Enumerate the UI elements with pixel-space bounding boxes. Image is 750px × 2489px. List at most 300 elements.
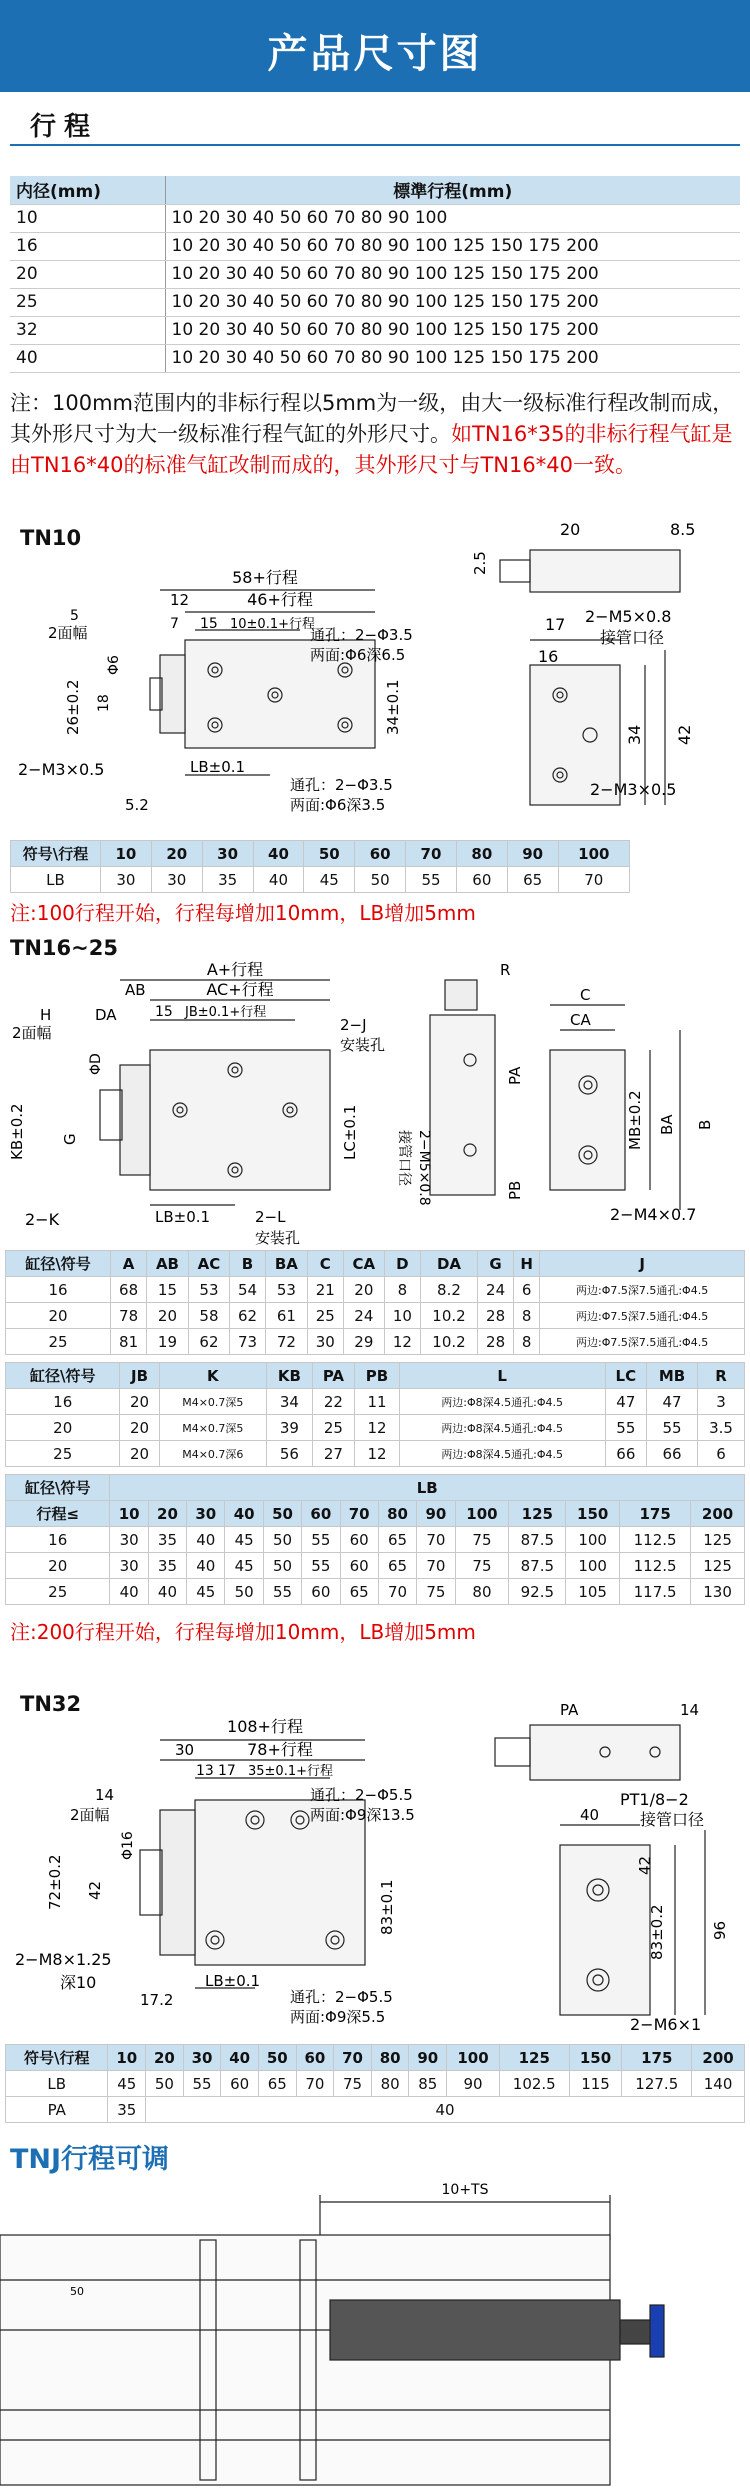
- table-cell: 8: [384, 1277, 420, 1303]
- dim-label: 46+行程: [247, 590, 313, 609]
- table-header-cell: 10: [110, 1501, 148, 1527]
- table-cell: 75: [417, 1579, 455, 1605]
- table-header-cell: AB: [147, 1251, 189, 1277]
- table-cell: 65: [340, 1579, 378, 1605]
- dim-label: 83±0.2: [648, 1904, 666, 1960]
- table-cell: 39: [267, 1415, 313, 1441]
- table-cell: M4×0.7深5: [159, 1415, 267, 1441]
- table-header-row: [6, 1251, 745, 1277]
- table-row: [6, 1303, 745, 1329]
- table-cell: 25: [307, 1303, 343, 1329]
- table-cell: 53: [265, 1277, 307, 1303]
- table-cell: 73: [230, 1329, 266, 1355]
- tn16-note: 注:200行程开始，行程每增加10mm，LB增加5mm: [10, 1620, 476, 1644]
- stroke-section-title: 行程: [30, 112, 99, 142]
- dim-label: 安装孔: [340, 1036, 386, 1054]
- dim-label: 58+行程: [232, 568, 298, 587]
- table-cell: 55: [302, 1553, 340, 1579]
- dim-label: JB±0.1+行程: [185, 1005, 267, 1020]
- table-cell: 87.5: [509, 1527, 566, 1553]
- table-cell: 两边:Φ8深4.5通孔:Φ4.5: [399, 1389, 605, 1415]
- dim-label: 10±0.1+行程: [230, 617, 316, 632]
- table-cell: 25: [312, 1415, 355, 1441]
- table-cell: 20: [343, 1277, 384, 1303]
- table-row: [6, 1553, 745, 1579]
- table-header-cell: 70: [334, 2045, 372, 2071]
- dim-label: H: [40, 1006, 52, 1024]
- table-cell: 72: [265, 1329, 307, 1355]
- table-row: [6, 2097, 745, 2123]
- table-cell: 50: [263, 1527, 301, 1553]
- table-cell: 29: [343, 1329, 384, 1355]
- dim-label: PB: [506, 1180, 524, 1200]
- table-cell: PA: [6, 2097, 108, 2123]
- table-cell: 58: [188, 1303, 229, 1329]
- table-header-cell: 200: [692, 2045, 745, 2071]
- table-header-cell: 150: [566, 1501, 620, 1527]
- dim-label: 接管口径: [640, 1810, 705, 1829]
- table-cell: 45: [108, 2071, 146, 2097]
- dim-label: 2面幅: [70, 1806, 110, 1824]
- note-text-red: 如TN16*35的非标行程气缸是由TN16*40的标准气缸改制而成的，其外形尺寸与TN16*40一致。: [10, 422, 733, 477]
- dim-label: 两面:Φ9深13.5: [310, 1806, 415, 1824]
- table-header-cell: LB: [110, 1475, 745, 1501]
- dim-label: 2−M5×0.8: [416, 1130, 432, 1206]
- dim-label: 14: [95, 1786, 115, 1804]
- table-cell: 60: [340, 1553, 378, 1579]
- table-row: [10, 316, 740, 344]
- table-cell: 47: [647, 1389, 698, 1415]
- dim-label: BA: [658, 1114, 676, 1135]
- dim-label: 接管口径: [600, 628, 665, 647]
- table-cell: M4×0.7深6: [159, 1441, 267, 1467]
- dim-label: 2−K: [25, 1210, 60, 1229]
- table-cell: 20: [120, 1389, 159, 1415]
- dim-label: 83±0.1: [378, 1879, 396, 1935]
- dim-label: 2−M3×0.5: [590, 780, 677, 799]
- table-cell: 70: [417, 1527, 455, 1553]
- table-header-cell: 50: [263, 1501, 301, 1527]
- tnj-title: TNJ行程可调: [10, 2144, 170, 2175]
- table-cell: 35: [148, 1527, 186, 1553]
- table-cell: 70: [558, 867, 629, 893]
- table-header-cell: 30: [187, 1501, 225, 1527]
- table-cell: 100: [566, 1527, 620, 1553]
- table-header-cell: 標準行程(mm): [165, 176, 740, 204]
- table-cell: 6: [698, 1441, 745, 1467]
- table-cell: 105: [566, 1579, 620, 1605]
- table-cell: 20: [6, 1415, 120, 1441]
- table-row: [6, 1527, 745, 1553]
- table-header-cell: 80: [371, 2045, 409, 2071]
- dim-label: CA: [570, 1011, 591, 1029]
- dim-label: B: [696, 1119, 714, 1130]
- table-row: [6, 1579, 745, 1605]
- table-cell: 54: [230, 1277, 266, 1303]
- table-header-cell: LC: [605, 1363, 647, 1389]
- table-cell: 16: [10, 232, 165, 260]
- table-cell: 62: [188, 1329, 229, 1355]
- table-cell: 6: [514, 1277, 540, 1303]
- dim-label: 34: [625, 724, 644, 745]
- dim-label: 深10: [60, 1973, 97, 1992]
- table-cell: 40: [253, 867, 304, 893]
- table-cell: 10.2: [420, 1303, 477, 1329]
- table-cell: 28: [478, 1329, 514, 1355]
- table-header-cell: 40: [225, 1501, 263, 1527]
- table-cell: LB: [6, 2071, 108, 2097]
- table-cell: 66: [605, 1441, 647, 1467]
- table-cell: 两边:Φ7.5深7.5通孔:Φ4.5: [540, 1277, 745, 1303]
- table-cell: 12: [355, 1441, 400, 1467]
- table-cell: 60: [302, 1579, 340, 1605]
- table-cell: 16: [6, 1277, 111, 1303]
- table-cell: 20: [6, 1553, 110, 1579]
- dim-label: 96: [711, 1920, 729, 1940]
- dim-label: C: [580, 986, 591, 1004]
- table-row: [11, 867, 630, 893]
- table-header-cell: 30: [202, 841, 253, 867]
- table-row: [6, 1277, 745, 1303]
- table-cell: 60: [456, 867, 507, 893]
- table-cell: 75: [334, 2071, 372, 2097]
- table-cell: LB: [11, 867, 101, 893]
- dim-label: AB: [125, 981, 146, 999]
- page-header: [0, 0, 750, 92]
- table-cell: 15: [147, 1277, 189, 1303]
- table-header-cell: 行程≤: [6, 1501, 110, 1527]
- dim-label: G: [61, 1133, 79, 1145]
- table-header-cell: 40: [253, 841, 304, 867]
- table-header-cell: C: [307, 1251, 343, 1277]
- table-header-cell: 30: [183, 2045, 221, 2071]
- table-cell: 75: [455, 1527, 509, 1553]
- dim-label: AC+行程: [206, 980, 274, 999]
- table-cell: 10: [10, 204, 165, 232]
- dim-label: R: [500, 961, 511, 979]
- dim-label: 接管口径: [396, 1130, 412, 1186]
- table-cell: 45: [304, 867, 355, 893]
- table-header-cell: 100: [455, 1501, 509, 1527]
- table-cell: 8.2: [420, 1277, 477, 1303]
- dim-label: LB±0.1: [190, 758, 246, 776]
- table-cell: 61: [265, 1303, 307, 1329]
- table-cell: 24: [343, 1303, 384, 1329]
- table-cell: 35: [148, 1553, 186, 1579]
- table-cell: 40: [148, 1579, 186, 1605]
- table-cell: 87.5: [509, 1553, 566, 1579]
- table-cell: 20: [120, 1415, 159, 1441]
- table-header-cell: 10: [108, 2045, 146, 2071]
- table-cell: 两边:Φ7.5深7.5通孔:Φ4.5: [540, 1329, 745, 1355]
- table-cell: 25: [10, 288, 165, 316]
- dim-label: 17: [545, 615, 566, 634]
- dim-label: 2−M6×1: [630, 2015, 702, 2034]
- tn10-drawing: [0, 490, 750, 830]
- table-cell: 3: [698, 1389, 745, 1415]
- table-header-cell: 60: [355, 841, 406, 867]
- table-cell: 81: [111, 1329, 147, 1355]
- table-cell: 两边:Φ7.5深7.5通孔:Φ4.5: [540, 1303, 745, 1329]
- table-cell: 10: [384, 1303, 420, 1329]
- dim-label: 两面:Φ6深3.5: [290, 796, 386, 814]
- tnj-drawing: [0, 2180, 750, 2489]
- dim-label: 17.2: [140, 1991, 174, 2009]
- dim-label: 72±0.2: [46, 1854, 64, 1910]
- table-header-cell: 100: [447, 2045, 500, 2071]
- table-row: [10, 344, 740, 372]
- table-header-row: [6, 2045, 745, 2071]
- table-cell: 92.5: [509, 1579, 566, 1605]
- table-cell: 78: [111, 1303, 147, 1329]
- table-cell: 32: [10, 316, 165, 344]
- dim-label: 78+行程: [247, 1740, 313, 1759]
- table-cell: 50: [146, 2071, 184, 2097]
- table-cell: 55: [302, 1527, 340, 1553]
- dim-label: LB±0.1: [155, 1208, 211, 1226]
- table-header-cell: A: [111, 1251, 147, 1277]
- dim-label: 两面:Φ9深5.5: [290, 2008, 386, 2026]
- dim-label: 2−M4×0.7: [610, 1205, 697, 1224]
- dim-label: 安装孔: [255, 1229, 301, 1247]
- dim-label: 16: [538, 647, 559, 666]
- table-cell: 30: [110, 1553, 148, 1579]
- table-header-cell: 175: [620, 1501, 691, 1527]
- dim-label: 30: [175, 1741, 195, 1759]
- table-cell: 27: [312, 1441, 355, 1467]
- table-header-cell: 40: [221, 2045, 259, 2071]
- table-header-cell: 125: [509, 1501, 566, 1527]
- table-cell: 19: [147, 1329, 189, 1355]
- dim-label: A+行程: [206, 960, 264, 979]
- dim-label: 7: [170, 616, 179, 632]
- table-row: [10, 232, 740, 260]
- table-cell: 30: [101, 867, 152, 893]
- dim-label: 17: [218, 1763, 236, 1779]
- table-cell: 40: [110, 1579, 148, 1605]
- table-cell: 125: [691, 1527, 745, 1553]
- table-cell: 25: [6, 1441, 120, 1467]
- table-cell: 125: [691, 1553, 745, 1579]
- table-row: [10, 288, 740, 316]
- table-cell: 65: [378, 1553, 416, 1579]
- tn16-table2: [5, 1362, 745, 1467]
- table-header-cell: 150: [569, 2045, 622, 2071]
- table-cell: 12: [355, 1415, 400, 1441]
- table-header-cell: 20: [146, 2045, 184, 2071]
- table-cell: 21: [307, 1277, 343, 1303]
- table-cell: 12: [384, 1329, 420, 1355]
- table-header-cell: L: [399, 1363, 605, 1389]
- table-header-cell: 90: [417, 1501, 455, 1527]
- table-cell: 20: [147, 1303, 189, 1329]
- dim-label: 34±0.1: [384, 679, 402, 735]
- table-cell: 25: [6, 1329, 111, 1355]
- dim-label: Φ16: [120, 1831, 136, 1860]
- table-cell: 30: [307, 1329, 343, 1355]
- table-cell: 55: [263, 1579, 301, 1605]
- dim-label: PT1/8−2: [620, 1790, 689, 1809]
- dim-label: 15: [200, 616, 218, 632]
- dim-label: 通孔：2−Φ3.5: [310, 626, 413, 644]
- stroke-note: [10, 388, 740, 481]
- dim-label: KB±0.2: [8, 1103, 26, 1160]
- table-cell: 115: [569, 2071, 622, 2097]
- divider: [10, 144, 740, 146]
- table-header-cell: DA: [420, 1251, 477, 1277]
- table-header-cell: G: [478, 1251, 514, 1277]
- table-header-cell: 20: [148, 1501, 186, 1527]
- table-cell: 16: [6, 1527, 110, 1553]
- table-cell: 80: [371, 2071, 409, 2097]
- table-cell: 45: [225, 1527, 263, 1553]
- tn16-table1: [5, 1250, 745, 1355]
- table-cell: 40: [146, 2097, 745, 2123]
- table-cell: 80: [455, 1579, 509, 1605]
- table-cell: 50: [225, 1579, 263, 1605]
- table-header-cell: 缸径\符号: [6, 1251, 111, 1277]
- table-cell: 8: [514, 1329, 540, 1355]
- table-header-cell: 60: [302, 1501, 340, 1527]
- table-row: [6, 2071, 745, 2097]
- table-header-cell: 10: [101, 841, 152, 867]
- dim-label: Φ6: [106, 655, 122, 675]
- table-cell: 40: [187, 1553, 225, 1579]
- table-cell: 40: [187, 1527, 225, 1553]
- table-header-row: [6, 1501, 745, 1527]
- table-cell: 20: [10, 260, 165, 288]
- table-header-cell: 缸径\符号: [6, 1363, 120, 1389]
- tn16-drawing: [0, 960, 750, 1250]
- table-header-row: [6, 1475, 745, 1501]
- dim-label: 2−M8×1.25: [15, 1950, 112, 1969]
- dim-label: LB±0.1: [205, 1972, 261, 1990]
- dim-label: PA: [506, 1066, 524, 1085]
- tn16-label: TN16~25: [10, 936, 118, 960]
- table-cell: 10 20 30 40 50 60 70 80 90 100: [165, 204, 740, 232]
- table-header-cell: 125: [499, 2045, 569, 2071]
- table-cell: 90: [447, 2071, 500, 2097]
- table-header-cell: D: [384, 1251, 420, 1277]
- table-header-cell: KB: [267, 1363, 313, 1389]
- table-cell: 53: [188, 1277, 229, 1303]
- table-header-cell: BA: [265, 1251, 307, 1277]
- dim-label: 35±0.1+行程: [248, 1764, 334, 1779]
- table-cell: 40: [10, 344, 165, 372]
- table-cell: 70: [417, 1553, 455, 1579]
- table-header-cell: 70: [406, 841, 457, 867]
- table-header-row: [6, 1363, 745, 1389]
- table-header-cell: 90: [409, 2045, 447, 2071]
- table-header-cell: 符号\行程: [11, 841, 101, 867]
- dim-label: 108+行程: [227, 1717, 303, 1736]
- stroke-table: [10, 176, 740, 373]
- table-row: [6, 1329, 745, 1355]
- table-cell: 10 20 30 40 50 60 70 80 90 100 125 150 175 200: [165, 344, 740, 372]
- tn32-table: [5, 2044, 745, 2123]
- dim-label: 2面幅: [12, 1024, 52, 1042]
- dim-label: 18: [96, 694, 112, 712]
- dim-label: 两面:Φ6深6.5: [310, 646, 406, 664]
- table-cell: 50: [263, 1553, 301, 1579]
- table-cell: 140: [692, 2071, 745, 2097]
- table-cell: 24: [478, 1277, 514, 1303]
- table-header-cell: K: [159, 1363, 267, 1389]
- table-row: [6, 1415, 745, 1441]
- table-cell: 75: [455, 1553, 509, 1579]
- table-header-cell: 60: [296, 2045, 334, 2071]
- dim-label: 26±0.2: [64, 679, 82, 735]
- page-title: 产品尺寸图: [267, 31, 483, 77]
- table-cell: 55: [406, 867, 457, 893]
- table-header-cell: JB: [120, 1363, 159, 1389]
- dim-label: MB±0.2: [626, 1090, 644, 1150]
- dim-label: 42: [675, 724, 694, 745]
- tn10-note: 注:100行程开始，行程每增加10mm，LB增加5mm: [10, 901, 476, 925]
- table-row: [6, 1441, 745, 1467]
- dim-label: 5: [70, 608, 79, 624]
- table-cell: 30: [110, 1527, 148, 1553]
- dim-label: 50: [70, 2285, 84, 2298]
- table-header-cell: J: [540, 1251, 745, 1277]
- table-header-cell: 100: [558, 841, 629, 867]
- table-cell: 20: [6, 1303, 111, 1329]
- dim-label: 2−M3×0.5: [18, 760, 105, 779]
- dim-label: 通孔：2−Φ5.5: [310, 1786, 413, 1804]
- table-header-cell: 缸径\符号: [6, 1475, 110, 1501]
- dim-label: 2.5: [471, 551, 489, 575]
- tn32-label: TN32: [20, 1692, 82, 1716]
- table-cell: 45: [187, 1579, 225, 1605]
- tn32-drawing: [0, 1660, 750, 2040]
- table-header-cell: CA: [343, 1251, 384, 1277]
- dim-label: LC±0.1: [341, 1104, 359, 1160]
- table-cell: 47: [605, 1389, 647, 1415]
- dim-label: 20: [560, 520, 581, 539]
- table-cell: 66: [647, 1441, 698, 1467]
- dim-label: 2−L: [255, 1208, 286, 1226]
- table-header-cell: PA: [312, 1363, 355, 1389]
- dim-label: 2面幅: [48, 624, 88, 642]
- table-cell: 50: [355, 867, 406, 893]
- table-header-cell: B: [230, 1251, 266, 1277]
- table-header-cell: PB: [355, 1363, 400, 1389]
- table-header-cell: 200: [691, 1501, 745, 1527]
- table-header-cell: H: [514, 1251, 540, 1277]
- table-cell: 35: [202, 867, 253, 893]
- dim-label: DA: [95, 1006, 117, 1024]
- table-header-row: [11, 841, 630, 867]
- table-header-cell: 70: [340, 1501, 378, 1527]
- table-cell: 112.5: [620, 1527, 691, 1553]
- table-cell: 10.2: [420, 1329, 477, 1355]
- note-text: 注：100mm范围内的非标行程以5mm为一级，由大一级标准行程改制而成，其外形尺寸为大一级标准行程气缸的外形尺寸。: [10, 391, 734, 446]
- table-header-cell: 80: [456, 841, 507, 867]
- table-cell: 62: [230, 1303, 266, 1329]
- dim-label: 42: [86, 1880, 104, 1900]
- dim-label: 15: [155, 1004, 173, 1020]
- dim-label: 通孔：2−Φ5.5: [290, 1988, 393, 2006]
- table-cell: 60: [340, 1527, 378, 1553]
- dim-label: 40: [580, 1806, 600, 1824]
- table-cell: 10 20 30 40 50 60 70 80 90 100 125 150 175 200: [165, 260, 740, 288]
- table-header-cell: 175: [622, 2045, 692, 2071]
- table-cell: 65: [378, 1527, 416, 1553]
- table-cell: 10 20 30 40 50 60 70 80 90 100 125 150 175 200: [165, 232, 740, 260]
- table-cell: 20: [120, 1441, 159, 1467]
- dim-label: 2−M5×0.8: [585, 607, 672, 626]
- table-cell: 10 20 30 40 50 60 70 80 90 100 125 150 175 200: [165, 316, 740, 344]
